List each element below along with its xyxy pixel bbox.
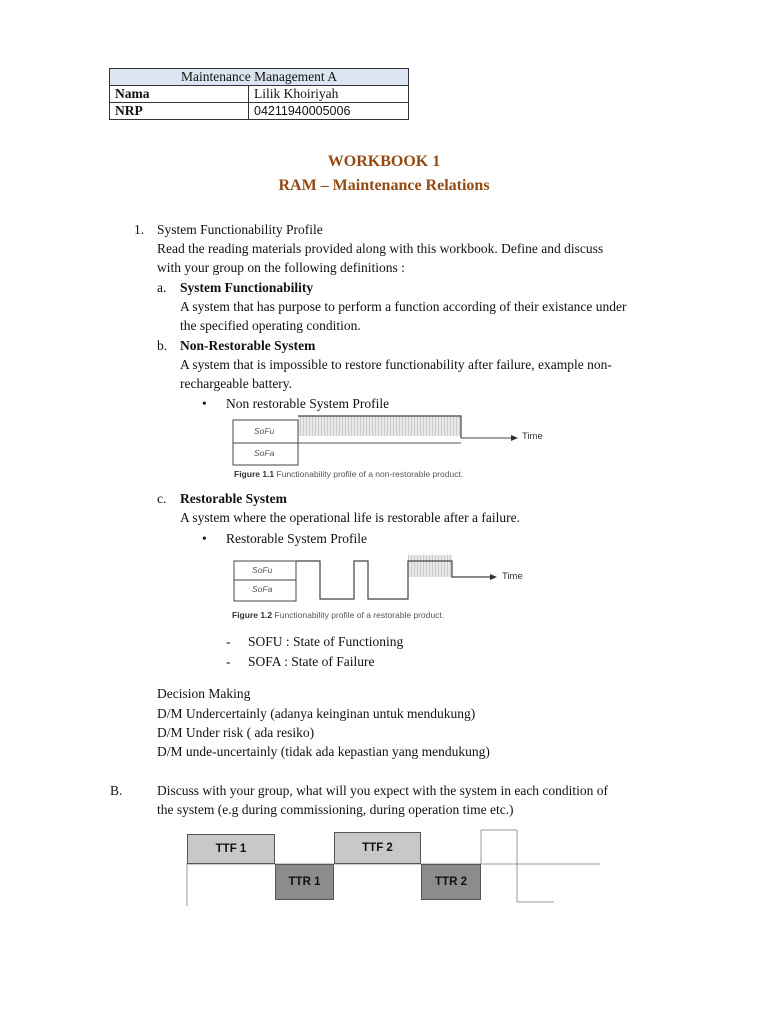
item-b-def-line1: A system that is impossible to restore functionability after failure, example non- [180, 357, 612, 372]
section-1-number: 1. [134, 222, 145, 237]
item-a-marker: a. [157, 280, 167, 295]
item-a-def-line1: A system that has purpose to perform a function according of their existance under [180, 299, 627, 314]
item-c-term: Restorable System [180, 491, 287, 506]
decision-item: D/M unde-uncertainly (tidak ada kepastian yang mendukung) [157, 744, 490, 759]
item-a-def-line2: the specified operating condition. [180, 318, 361, 333]
section-b-line1: Discuss with your group, what will you expect with the system in each condition of [157, 783, 609, 798]
course-heading: Maintenance Management A [110, 69, 409, 86]
item-c-bullet: Restorable System Profile [226, 531, 367, 546]
item-b-term: Non-Restorable System [180, 338, 316, 353]
item-b-bullet: Non restorable System Profile [226, 396, 390, 411]
figure-restorable [228, 547, 538, 625]
nrp-value: 04211940005006 [249, 103, 409, 120]
ttf2-block: TTF 2 [334, 832, 421, 864]
bullet-icon: • [202, 531, 207, 546]
figure-1-2-caption [232, 610, 444, 620]
decision-item: D/M Undercertainly (adanya keinginan untuk mendukung) [157, 706, 476, 721]
sofa-label: SoFa [252, 584, 273, 594]
sofu-label: SoFu [252, 565, 273, 575]
decision-heading: Decision Making [157, 686, 251, 701]
item-c-def-line1: A system where the operational life is restorable after a failure. [180, 510, 520, 525]
time-axis-label: Time [522, 431, 543, 442]
ttf1-block: TTF 1 [187, 834, 275, 864]
ttr2-block: TTR 2 [421, 864, 481, 900]
item-b-def-line2: rechargeable battery. [180, 376, 293, 391]
name-label: Nama [110, 86, 249, 103]
figure-non-restorable [228, 412, 568, 484]
workbook-title: WORKBOOK 1 [327, 153, 441, 170]
bullet-icon: • [202, 396, 207, 411]
dash-marker: - [226, 654, 231, 669]
name-value: Lilik Khoiriyah [249, 86, 409, 103]
decision-item: D/M Under risk ( ada resiko) [157, 725, 315, 740]
section-b-line2: the system (e.g during commissioning, during operation time etc.) [157, 802, 514, 817]
item-c-marker: c. [157, 491, 167, 506]
time-axis-label: Time [502, 571, 523, 582]
figure-1-2-text: Functionability profile of a restorable product. [274, 610, 445, 620]
student-info-table [109, 68, 409, 120]
item-b-marker: b. [157, 338, 168, 353]
sofa-definition: SOFA : State of Failure [248, 654, 375, 669]
dash-marker: - [226, 634, 231, 649]
sofu-definition: SOFU : State of Functioning [248, 634, 404, 649]
figure-1-1-text: Functionability profile of a non-restorable product. [276, 469, 464, 479]
section-1-heading: System Functionability Profile [157, 222, 323, 237]
figure-1-2-number: Figure 1.2 [232, 610, 273, 620]
section-1-intro-line2: with your group on the following definitions : [157, 260, 405, 275]
figure-1-1-number: Figure 1.1 [234, 469, 275, 479]
ttf-ttr-diagram [186, 820, 602, 908]
figure-1-1-caption [234, 469, 463, 479]
workbook-subtitle: RAM – Maintenance Relations [278, 177, 490, 194]
section-b-marker: B. [110, 783, 123, 798]
sofa-label: SoFa [254, 448, 275, 458]
nrp-label: NRP [110, 103, 249, 120]
sofu-label: SoFu [254, 426, 275, 436]
item-a-term: System Functionability [180, 280, 314, 295]
section-1-intro-line1: Read the reading materials provided along with this workbook. Define and discuss [157, 241, 604, 256]
ttr1-block: TTR 1 [275, 864, 334, 900]
